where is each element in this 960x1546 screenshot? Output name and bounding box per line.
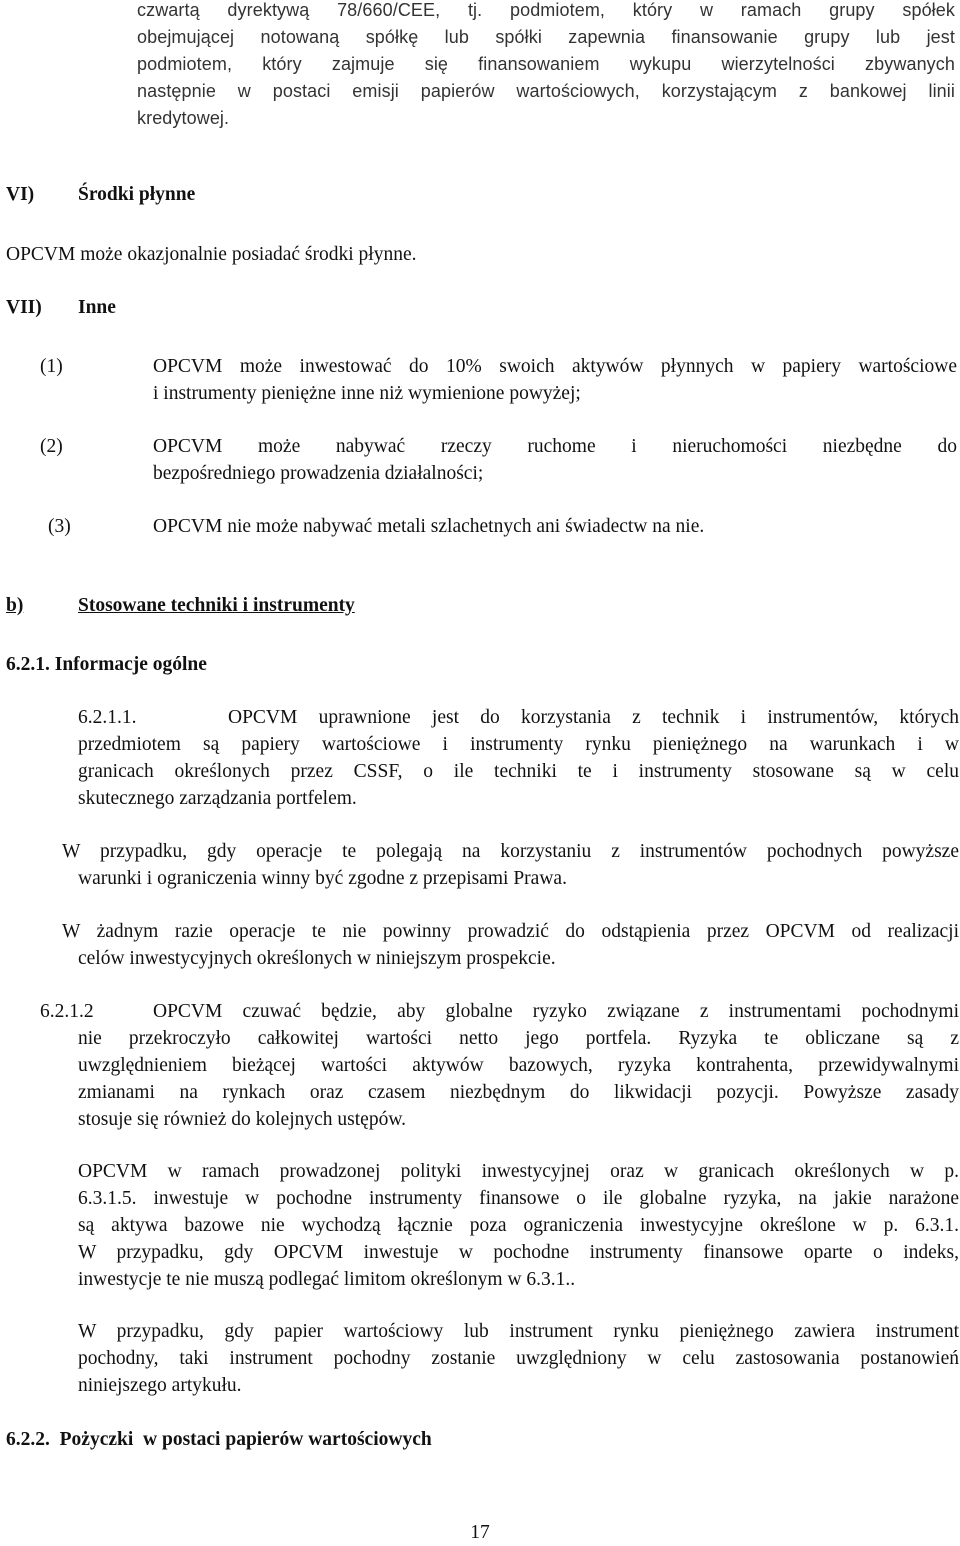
- paragraph-line: są aktywa bazowe nie wychodzą łącznie poza ograniczenia inwestycyjne określone w p. 6.3.1.: [78, 1215, 959, 1236]
- paragraph-line: pochodny, taki instrument pochodny zostanie uwzględniony w celu zastosowania postanowień: [78, 1348, 959, 1369]
- section-b-title: Stosowane techniki i instrumenty: [78, 595, 355, 616]
- paragraph-line: W żadnym razie operacje te nie powinny prowadzić do odstąpienia przez OPCVM od realizacji: [62, 921, 959, 942]
- list-item-line: OPCVM może inwestować do 10% swoich aktywów płynnych w papiery wartościowe: [153, 356, 957, 377]
- paragraph-line: OPCVM uprawnione jest do korzystania z technik i instrumentów, których: [228, 707, 959, 728]
- intro-line-2: obejmującej notowaną spółkę lub spółki zapewnia finansowanie grupy lub jest: [137, 27, 955, 47]
- page-number: 17: [470, 1522, 490, 1543]
- paragraph-line: OPCVM w ramach prowadzonej polityki inwestycyjnej oraz w granicach określonych w p.: [78, 1161, 959, 1182]
- section-vii-title: Inne: [78, 297, 116, 318]
- section-vi-number: VI): [6, 184, 35, 205]
- paragraph-line: przedmiotem są papiery wartościowe i instrumenty rynku pieniężnego na warunkach i w: [78, 734, 959, 755]
- section-vi-text: OPCVM może okazjonalnie posiadać środki płynne.: [6, 244, 417, 265]
- section-vi-title: Środki płynne: [78, 184, 196, 205]
- intro-line-1: czwartą dyrektywą 78/660/CEE, tj. podmiotem, który w ramach grupy spółek: [137, 0, 955, 20]
- paragraph-line: zmianami na rynkach oraz czasem niezbędnym do likwidacji pozycji. Powyższe zasady: [78, 1082, 959, 1103]
- paragraph-line: niniejszego artykułu.: [78, 1375, 242, 1396]
- list-item-line: i instrumenty pieniężne inne niż wymienione powyżej;: [153, 383, 581, 404]
- heading-6-2-2: 6.2.2. Pożyczki w postaci papierów wartościowych: [6, 1429, 432, 1450]
- paragraph-number: 6.2.1.2: [40, 1001, 94, 1022]
- list-item-line: OPCVM może nabywać rzeczy ruchome i nieruchomości niezbędne do: [153, 436, 957, 457]
- intro-line-5: kredytowej.: [137, 108, 230, 128]
- list-item-line: bezpośredniego prowadzenia działalności;: [153, 463, 484, 484]
- paragraph-line: W przypadku, gdy OPCVM inwestuje w pochodne instrumenty finansowe oparte o indeks,: [78, 1242, 959, 1263]
- paragraph-line: granicach określonych przez CSSF, o ile techniki te i instrumenty stosowane są w celu: [78, 761, 959, 782]
- section-vii-number: VII): [6, 297, 42, 318]
- paragraph-line: OPCVM czuwać będzie, aby globalne ryzyko związane z instrumentami pochodnymi: [153, 1001, 959, 1022]
- paragraph-line: stosuje się również do kolejnych ustępów.: [78, 1109, 407, 1130]
- list-item-number: (3): [48, 516, 71, 537]
- list-item-line: OPCVM nie może nabywać metali szlachetnych ani świadectw na nie.: [153, 516, 705, 537]
- paragraph-line: W przypadku, gdy papier wartościowy lub instrument rynku pieniężnego zawiera instrument: [78, 1321, 959, 1342]
- list-item-number: (1): [40, 356, 63, 377]
- paragraph-line: uwzględnieniem bieżącej wartości aktywów bazowych, ryzyka kontrahenta, przewidywalnymi: [78, 1055, 959, 1076]
- heading-6-2-1: 6.2.1. Informacje ogólne: [6, 654, 207, 675]
- paragraph-line: 6.3.1.5. inwestuje w pochodne instrumenty finansowe o ile globalne ryzyka, na jakie narażone: [78, 1188, 959, 1209]
- paragraph-line: nie przekroczyło całkowitej wartości netto jego portfela. Ryzyka te obliczane są z: [78, 1028, 959, 1049]
- paragraph-number: 6.2.1.1.: [78, 707, 137, 728]
- section-b-letter: b): [6, 595, 24, 616]
- paragraph-line: W przypadku, gdy operacje te polegają na korzystaniu z instrumentów pochodnych powyższe: [62, 841, 959, 862]
- list-item-number: (2): [40, 436, 63, 457]
- paragraph-line: skutecznego zarządzania portfelem.: [78, 788, 357, 809]
- intro-line-4: następnie w postaci emisji papierów wartościowych, korzystającym z bankowej linii: [137, 81, 955, 101]
- intro-line-3: podmiotem, który zajmuje się finansowaniem wykupu wierzytelności zbywanych: [137, 54, 955, 74]
- paragraph-line: warunki i ograniczenia winny być zgodne z przepisami Prawa.: [78, 868, 567, 889]
- paragraph-line: celów inwestycyjnych określonych w niniejszym prospekcie.: [78, 948, 556, 969]
- paragraph-line: inwestycje te nie muszą podlegać limitom określonym w 6.3.1..: [78, 1269, 576, 1290]
